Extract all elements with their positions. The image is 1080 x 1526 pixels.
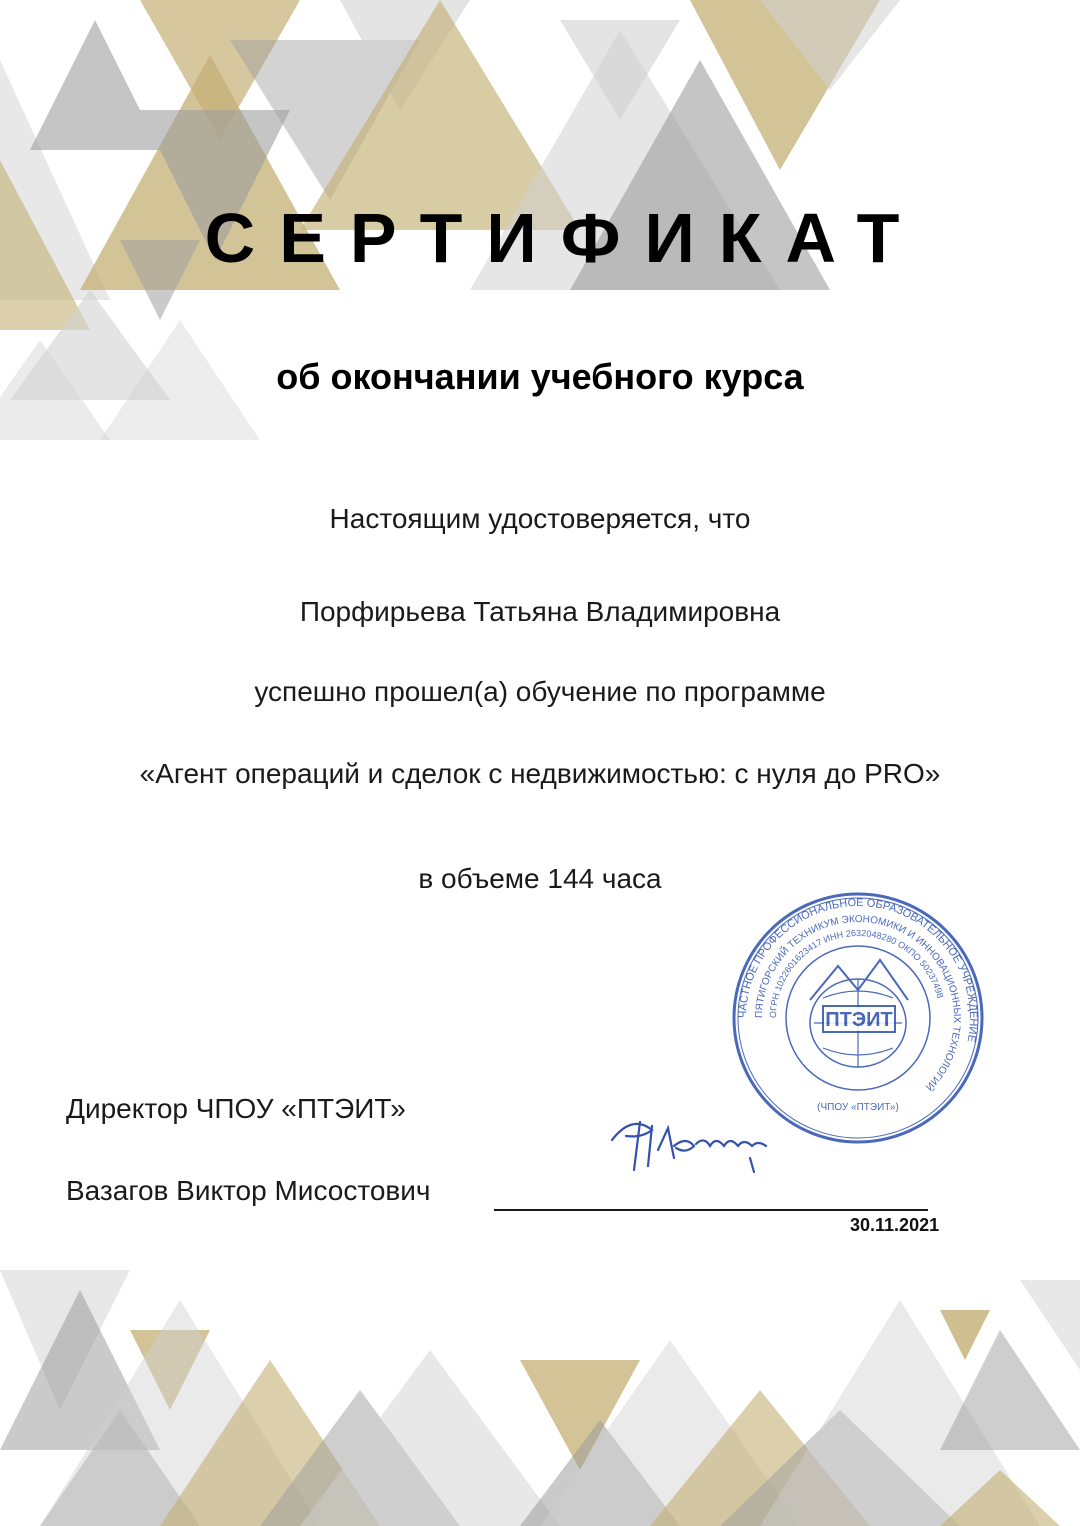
director-name: Вазагов Виктор Мисостович bbox=[66, 1175, 431, 1206]
bottom-triangles bbox=[0, 1270, 1080, 1526]
director-title: Директор ЧПОУ «ПТЭИТ» bbox=[66, 1093, 406, 1124]
certificate-date: 30.11.2021 bbox=[850, 1215, 940, 1235]
certificate-title: СЕРТИФИКАТ bbox=[204, 199, 924, 277]
intro-text: Настоящим удостоверяется, что bbox=[329, 503, 751, 534]
stamp-inner-text: ПЯТИГОРСКИЙ ТЕХНИКУМ ЭКОНОМИКИ И ИННОВАЦИОННЫХ ТЕХНОЛОГИЙ bbox=[753, 913, 963, 1093]
stamp-ids-text: ОГРН 1022601623417 ИНН 2632048280 ОКПО 50237498 bbox=[767, 927, 946, 1019]
certificate-subtitle: об окончании учебного курса bbox=[276, 356, 804, 397]
hours-text: в объеме 144 часа bbox=[418, 863, 662, 894]
program-name: «Агент операций и сделок с недвижимостью: с нуля до PRO» bbox=[139, 758, 941, 789]
signature-line bbox=[494, 1209, 928, 1211]
stamp-center-text: ПТЭИТ bbox=[825, 1009, 893, 1031]
stamp-outer-text: ЧАСТНОЕ ПРОФЕССИОНАЛЬНОЕ ОБРАЗОВАТЕЛЬНОЕ УЧРЕЖДЕНИЕ bbox=[736, 896, 980, 1044]
director-signature bbox=[600, 1100, 800, 1180]
recipient-name: Порфирьева Татьяна Владимировна bbox=[299, 596, 781, 627]
completion-text: успешно прошел(а) обучение по программе bbox=[254, 676, 826, 707]
stamp-bottom-text: (ЧПОУ «ПТЭИТ») bbox=[817, 1102, 899, 1113]
